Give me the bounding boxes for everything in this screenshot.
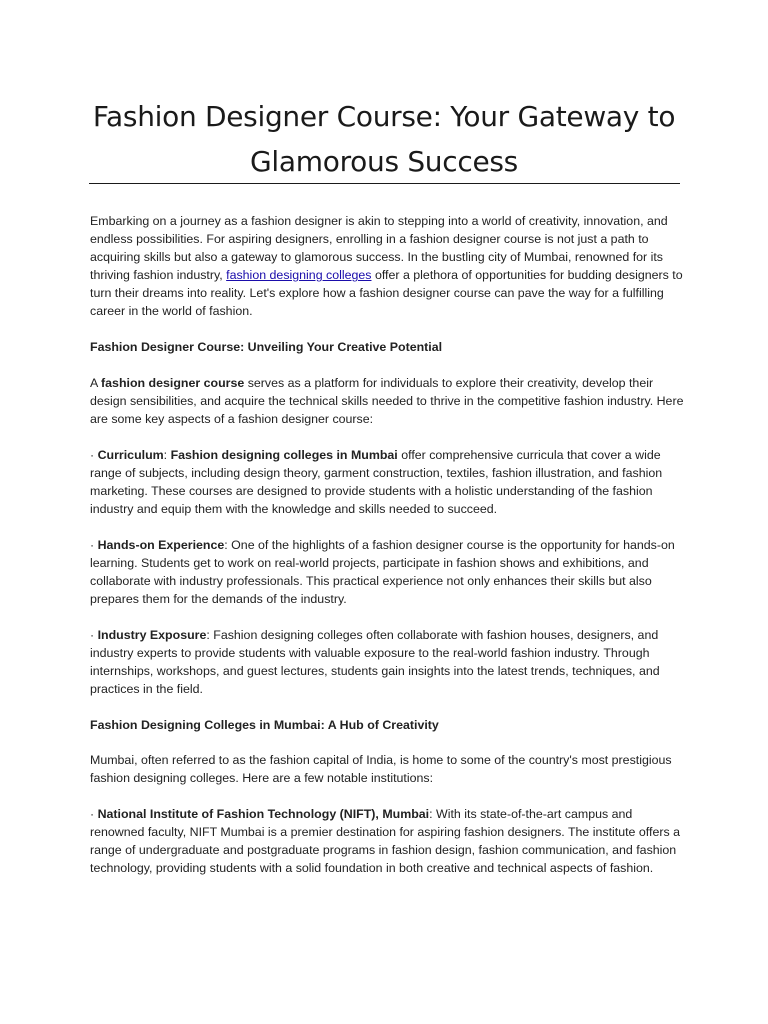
bullet-bold-phrase: Fashion designing colleges in Mumbai	[170, 447, 398, 462]
title-divider	[89, 183, 680, 184]
bullet-text: : Fashion designing colleges often collaborate with fashion houses, designers, and industry experts to provide students with valuable exposure to the real-world fashion industry. Through internships, workshops, and guest lectures, students gain insights into the latest trends, techniques, and practices in the field.	[90, 627, 660, 696]
intro-text-start: Embarking on a journey as a fashion designer is akin to stepping into a world of creativity, innovation, and endless possibilities. For aspiring designers, enrolling in a fashion designer course is not just a path to acquiring skills but also a gateway to glamorous success. In the bustling city of Mumbai, renowned for its thriving fashion industry,	[90, 214, 668, 283]
mumbai-intro-paragraph: Mumbai, often referred to as the fashion capital of India, is home to some of the country's most prestigious fashion designing colleges. Here are a few notable institutions:	[90, 753, 672, 786]
intro-paragraph	[90, 212, 684, 321]
bullet-hands-on-experience	[90, 536, 684, 608]
title-line-1: Fashion Designer Course: Your Gateway to	[92, 100, 676, 133]
title-line-2: Glamorous Success	[250, 145, 518, 178]
bullet-colon: :	[163, 447, 171, 462]
document-body	[90, 212, 684, 895]
section-heading-colleges-mumbai: Fashion Designing Colleges in Mumbai: A Hub of Creativity	[90, 717, 439, 732]
overview-prefix: A	[90, 375, 102, 390]
intro-text-end: offer a plethora of opportunities for budding designers to turn their dreams into reality. Let's explore how a fashion designer course can pave the way for a fulfilling career in the world of fashion.	[90, 268, 683, 319]
bullet-text: : With its state-of-the-art campus and renowned faculty, NIFT Mumbai is a premier destination for aspiring fashion designers. The institute offers a range of undergraduate and postgraduate programs in fashion design, fashion communication, and fashion technology, providing students with a solid foundation in both creative and technical aspects of fashion.	[90, 807, 680, 876]
bullet-term: Curriculum	[97, 447, 164, 462]
bullet-term: Industry Exposure	[97, 627, 207, 642]
section-heading-creative-potential: Fashion Designer Course: Unveiling Your Creative Potential	[90, 340, 443, 355]
bullet-marker: ·	[90, 807, 98, 822]
bullet-marker: ·	[90, 627, 98, 642]
bullet-term: National Institute of Fashion Technology (NIFT), Mumbai	[97, 807, 430, 822]
bullet-term: Hands-on Experience	[97, 537, 225, 552]
bullet-curriculum	[90, 446, 684, 518]
bullet-text: offer comprehensive curricula that cover a wide range of subjects, including design theory, garment construction, textiles, fashion illustration, and fashion marketing. These courses are designed to provide students with a holistic understanding of the fashion industry and equip them with the knowledge and skills needed to succeed.	[90, 447, 663, 516]
course-overview-paragraph	[90, 374, 684, 428]
fashion-colleges-link[interactable]: fashion designing colleges	[226, 268, 372, 283]
bullet-marker: ·	[90, 537, 98, 552]
bullet-text: : One of the highlights of a fashion designer course is the opportunity for hands-on learning. Students get to work on real-world projects, participate in fashion shows and exhibitions, and collaborate with industry professionals. This practical experience not only enhances their skills but also prepares them for the demands of the industry.	[90, 537, 675, 606]
bullet-nift-mumbai	[90, 805, 684, 877]
page-title	[88, 94, 680, 184]
bullet-marker: ·	[90, 447, 98, 462]
overview-text: serves as a platform for individuals to explore their creativity, develop their design sensibilities, and acquire the technical skills needed to thrive in the competitive fashion industry. Here are some key aspects of a fashion designer course:	[90, 375, 684, 427]
overview-bold-term: fashion designer course	[101, 375, 245, 390]
bullet-industry-exposure	[90, 626, 684, 698]
